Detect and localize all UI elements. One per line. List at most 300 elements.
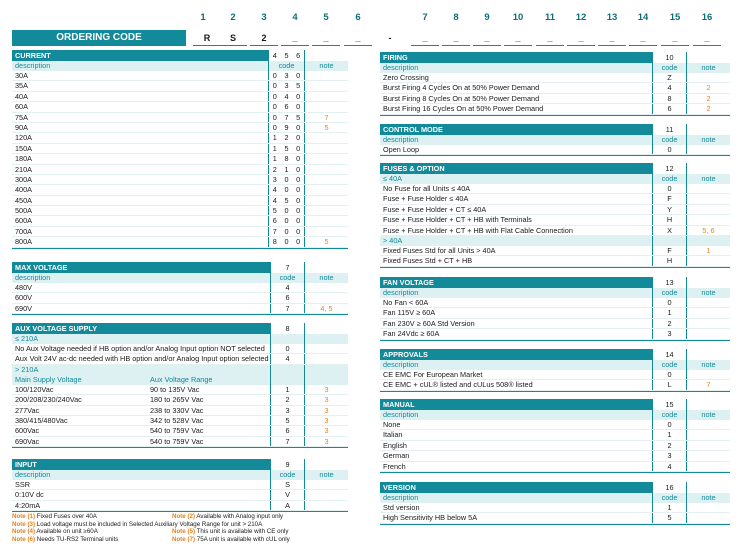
row-code [268, 133, 304, 142]
table-row [12, 206, 348, 216]
code-digit: 8 [284, 154, 289, 164]
row-code [268, 71, 304, 80]
section-title-row [12, 262, 348, 273]
code-digit: 0 [284, 226, 289, 236]
row-code: 8 [652, 94, 686, 103]
code-digit: 4 [272, 185, 277, 195]
current-table [12, 50, 348, 249]
code-cell: _ [536, 30, 564, 46]
code-header: code [652, 360, 686, 370]
table-row [12, 102, 348, 112]
position-number: 10 [652, 52, 686, 63]
row-note [304, 81, 348, 90]
section-title: AUX VOLTAGE SUPPLY [15, 324, 98, 333]
fuses-option-table [380, 163, 730, 268]
main-supply-header: Main Supply Voltage [15, 374, 82, 384]
row-code: 6 [652, 104, 686, 113]
code-cell: _ [281, 30, 309, 46]
row-code [268, 92, 304, 101]
row-description: 75A [15, 112, 28, 122]
row-note [686, 420, 730, 429]
position-digit: 4 [272, 51, 277, 60]
control-mode-table [380, 124, 730, 156]
table-row [12, 501, 348, 511]
row-note [304, 227, 348, 236]
table-row [380, 319, 730, 329]
aux-voltage-range: 238 to 330V Vac [150, 405, 204, 415]
section-title: FAN VOLTAGE [383, 278, 434, 287]
column-header-row [380, 493, 730, 503]
note-label: Note (1) [12, 513, 36, 520]
code-digit: 4 [272, 195, 277, 205]
row-code: 5 [652, 513, 686, 522]
row-description: Fan 24Vdc ≥ 60A [383, 329, 440, 339]
range-label: > 40A [383, 235, 403, 245]
code-digit: 0 [296, 185, 301, 195]
table-row [380, 462, 730, 472]
row-code: 0 [652, 145, 686, 154]
row-code [268, 237, 304, 246]
note-item [172, 528, 288, 536]
aux-voltage-range: 90 to 135V Vac [150, 384, 200, 394]
row-description: Burst Firing 4 Cycles On at 50% Power Demand [383, 83, 540, 93]
aux-voltage-range: 540 to 759V Vac [150, 426, 204, 436]
row-note [304, 185, 348, 194]
note-text: Available on unit ≥60A [35, 528, 98, 536]
table-row [380, 441, 730, 451]
main-supply-voltage: 690Vac [15, 436, 40, 446]
note-spacer [304, 334, 348, 344]
row-note [304, 354, 348, 363]
row-note: 3 [304, 385, 348, 394]
position-number: 12 [575, 12, 587, 23]
table-row [380, 94, 730, 104]
row-note [304, 165, 348, 174]
code-digit: 4 [284, 91, 289, 101]
description-header: description [15, 273, 51, 282]
row-note: 4, 5 [304, 304, 348, 313]
row-description: 120A [15, 133, 33, 143]
column-header-row [12, 273, 348, 283]
row-note: 7 [686, 380, 730, 389]
note-item [172, 513, 283, 521]
note-header: note [686, 410, 730, 420]
table-row [380, 430, 730, 440]
section-title: VERSION [383, 483, 416, 492]
row-note [686, 215, 730, 224]
code-cell: S [219, 30, 247, 46]
table-row [12, 416, 348, 426]
row-code [268, 102, 304, 111]
note-text: Load voltage must be included in Selected Auxiliary Voltage Range for unit > 210A [35, 520, 263, 528]
row-code: 2 [270, 395, 304, 404]
column-header-row [380, 288, 730, 298]
row-code: 4 [652, 83, 686, 92]
code-cell: _ [344, 30, 372, 46]
position-number: 2 [230, 12, 236, 23]
position-number: 7 [422, 12, 428, 23]
position-number: 6 [355, 12, 361, 23]
table-row [380, 370, 730, 380]
row-note [686, 462, 730, 471]
row-description: No Fan < 60A [383, 298, 429, 307]
row-note: 3 [304, 416, 348, 425]
note-header: note [304, 61, 348, 71]
row-code [268, 196, 304, 205]
description-header: description [15, 61, 51, 70]
row-code [268, 113, 304, 122]
section-title-row [380, 349, 730, 360]
table-row [380, 194, 730, 204]
code-digit: 2 [284, 133, 289, 143]
row-description: Zero Crossing [383, 73, 429, 82]
range-header-row [380, 236, 730, 246]
table-row [380, 420, 730, 430]
position-number: 5 [323, 12, 329, 23]
table-row [12, 144, 348, 154]
row-note: 2 [686, 104, 730, 113]
row-code: 2 [652, 441, 686, 450]
note-header: note [686, 360, 730, 370]
row-description: French [383, 461, 406, 471]
aux-voltage-range: 540 to 759V Vac [150, 436, 204, 446]
row-description: CE EMC For European Market [383, 370, 483, 379]
description-header: description [383, 410, 419, 419]
row-note [686, 73, 730, 82]
note-text: Fixed Fuses over 40A [35, 513, 97, 520]
row-code: 3 [652, 451, 686, 460]
code-digit: 0 [272, 81, 277, 91]
row-description: 500A [15, 206, 33, 216]
row-code: 7 [270, 304, 304, 313]
row-description: 0:10V dc [15, 490, 44, 500]
code-digit: 3 [272, 174, 277, 184]
code-cell: _ [629, 30, 657, 46]
row-description: Italian [383, 430, 403, 440]
row-description: Burst Firing 8 Cycles On at 50% Power Demand [383, 93, 540, 103]
range-label: > 210A [15, 364, 39, 374]
row-code: H [652, 256, 686, 265]
row-code: 1 [652, 430, 686, 439]
code-digit: 0 [284, 206, 289, 216]
position-number: 16 [652, 482, 686, 493]
position-number: 13 [606, 12, 618, 23]
note-header: note [686, 174, 730, 184]
row-note [686, 308, 730, 317]
row-description: Fuse + Fuse Holder + CT ≤ 40A [383, 204, 487, 214]
code-header: code [270, 470, 304, 480]
row-description: No Aux Voltage needed if HB option and/or Analog Input option NOT selected [15, 344, 265, 353]
description-header: description [383, 63, 419, 72]
code-digit: 1 [272, 154, 277, 164]
row-code: 0 [270, 344, 304, 353]
row-code: 6 [270, 426, 304, 435]
table-row [12, 480, 348, 490]
note-text: 75A unit is available with cUL only [195, 535, 290, 543]
note-spacer [304, 459, 348, 470]
row-description: English [383, 440, 407, 450]
code-cell: _ [504, 30, 532, 46]
code-cell: 2 [250, 30, 278, 46]
table-row [12, 113, 348, 123]
description-header: description [383, 288, 419, 297]
code-digit: 0 [272, 122, 277, 132]
code-spacer [270, 375, 304, 385]
section-title: INPUT [15, 460, 37, 469]
code-label: code [278, 61, 295, 70]
row-description: 40A [15, 91, 28, 101]
code-digit: 6 [272, 216, 277, 226]
row-description: Fan 115V ≥ 60A [383, 308, 436, 318]
row-note [686, 503, 730, 512]
note-header: note [686, 493, 730, 503]
row-description: Std version [383, 503, 420, 512]
row-note [304, 175, 348, 184]
code-digit: 1 [272, 143, 277, 153]
code-digit: 7 [284, 112, 289, 122]
code-digit: 0 [296, 122, 301, 132]
note-header: note [686, 288, 730, 298]
note-header: note [686, 135, 730, 145]
table-row [12, 133, 348, 143]
code-digit: 0 [296, 206, 301, 216]
row-note: 2 [686, 94, 730, 103]
main-supply-voltage: 100/120Vac [15, 384, 54, 394]
code-cell: _ [411, 30, 439, 46]
position-number: 3 [261, 12, 267, 23]
code-digit: 6 [284, 102, 289, 112]
row-note [686, 319, 730, 328]
row-description: German [383, 451, 410, 461]
code-digit: 5 [296, 81, 301, 91]
row-description: 90A [15, 122, 28, 132]
table-row [380, 380, 730, 390]
table-row [380, 83, 730, 93]
position-number: 16 [701, 12, 713, 23]
table-row [12, 92, 348, 102]
code-cell: _ [442, 30, 470, 46]
code-digit: 8 [272, 237, 277, 247]
row-note [304, 501, 348, 510]
position-number: 13 [652, 277, 686, 288]
position-number: 15 [652, 399, 686, 410]
code-cell: - [388, 33, 392, 43]
row-description: 60A [15, 102, 28, 112]
row-description: 700A [15, 226, 33, 236]
row-code [268, 206, 304, 215]
note-text: Needs TU-RS2 Terminal units [35, 535, 119, 543]
aux-voltage-range: 180 to 265V Vac [150, 395, 204, 405]
code-digit: 0 [296, 195, 301, 205]
row-note [686, 513, 730, 522]
row-code [268, 175, 304, 184]
description-header: description [15, 470, 51, 479]
code-spacer [652, 236, 686, 246]
row-note [686, 451, 730, 460]
row-note: 3 [304, 426, 348, 435]
row-note: 3 [304, 395, 348, 404]
row-note: 2 [686, 83, 730, 92]
section-title-row [12, 50, 348, 61]
table-row [380, 308, 730, 318]
note-spacer [304, 262, 348, 273]
note-label: Note (4) [12, 528, 36, 536]
ordering-code-title: ORDERING CODE [12, 30, 186, 46]
row-code: 0 [652, 370, 686, 379]
row-note [686, 194, 730, 203]
code-spacer [270, 365, 304, 375]
note-header: note [686, 63, 730, 73]
note-label: Note (6) [12, 535, 36, 543]
row-note [304, 293, 348, 302]
range-header-row [12, 365, 348, 375]
row-note [304, 154, 348, 163]
input-table [12, 459, 348, 512]
row-note [686, 256, 730, 265]
main-supply-voltage: 200/208/230/240Vac [15, 395, 82, 405]
section-title-row [12, 323, 348, 334]
note-spacer [686, 399, 730, 410]
row-code: 1 [270, 385, 304, 394]
table-row [380, 451, 730, 461]
range-header-row [380, 174, 730, 184]
position-number: 15 [669, 12, 681, 23]
row-code: X [652, 226, 686, 235]
row-note: 3 [304, 437, 348, 446]
table-row [12, 344, 348, 354]
aux-voltage-range: 342 to 528V Vac [150, 415, 204, 425]
note-spacer [304, 365, 348, 375]
column-header-row [380, 360, 730, 370]
note-spacer [686, 349, 730, 360]
row-description: Aux Volt 24V ac-dc needed with HB option and/or Analog Input option selected [15, 354, 269, 364]
section-title-row [380, 277, 730, 288]
row-note [304, 480, 348, 489]
code-digit: 3 [284, 81, 289, 91]
table-row [380, 205, 730, 215]
code-digit: 0 [296, 102, 301, 112]
row-code: 0 [652, 420, 686, 429]
section-title: APPROVALS [383, 350, 428, 359]
row-note [686, 205, 730, 214]
row-note: 3 [304, 406, 348, 415]
row-description: Fuse + Fuse Holder + CT + HB with Terminals [383, 215, 532, 225]
column-header-row [380, 135, 730, 145]
table-row [12, 304, 348, 314]
table-row [12, 283, 348, 293]
row-code: S [270, 480, 304, 489]
table-row [12, 227, 348, 237]
description-header: description [383, 135, 419, 144]
code-cell: _ [567, 30, 595, 46]
code-digit: 0 [296, 226, 301, 236]
row-note [304, 490, 348, 499]
row-note: 7 [304, 113, 348, 122]
row-code: 3 [652, 329, 686, 338]
row-code: V [270, 490, 304, 499]
position-number: 14 [637, 12, 649, 23]
note-label: Note (7) [172, 535, 196, 543]
row-description: 150A [15, 143, 33, 153]
column-header-row [12, 61, 348, 71]
code-digit: 0 [296, 71, 301, 80]
row-note [304, 206, 348, 215]
table-row [12, 81, 348, 91]
row-description: 300A [15, 174, 33, 184]
max-voltage-table [12, 262, 348, 315]
row-description: No Fuse for all Units ≤ 40A [383, 184, 471, 193]
code-cell: _ [661, 30, 689, 46]
row-note [304, 102, 348, 111]
code-digit: 0 [272, 102, 277, 112]
note-spacer [304, 50, 348, 61]
row-description: 30A [15, 71, 28, 80]
note-text: This unit is available with CE only [195, 528, 289, 536]
table-row [380, 513, 730, 523]
note-header: note [304, 273, 348, 283]
row-description: 690V [15, 303, 33, 313]
position-number: 14 [652, 349, 686, 360]
code-digit: 0 [296, 216, 301, 226]
row-description: CE EMC + cUL® listed and cULus 508® listed [383, 380, 533, 390]
row-code: L [652, 380, 686, 389]
code-spacer [270, 334, 304, 344]
position-digit: 6 [296, 51, 301, 60]
position-number: 11 [544, 12, 556, 23]
row-code: 0 [652, 298, 686, 307]
table-row [12, 406, 348, 416]
note-item [12, 513, 172, 521]
version-table [380, 482, 730, 525]
row-code: 4 [270, 354, 304, 363]
code-digit: 9 [284, 122, 289, 132]
table-row [380, 226, 730, 236]
table-row [380, 503, 730, 513]
table-row [12, 175, 348, 185]
position-digit: 5 [284, 51, 289, 60]
row-note [304, 133, 348, 142]
row-note [304, 216, 348, 225]
code-digit: 1 [284, 164, 289, 174]
range-label: ≤ 40A [383, 174, 403, 183]
row-description: None [383, 420, 401, 429]
code-digit: 0 [296, 143, 301, 153]
row-description: 480V [15, 283, 33, 292]
table-row [12, 385, 348, 395]
row-code: 2 [652, 319, 686, 328]
row-code: 7 [270, 437, 304, 446]
row-description: 800A [15, 237, 33, 247]
code-digit: 5 [284, 195, 289, 205]
code-header: code [652, 410, 686, 420]
note-text: Available with Analog input only [195, 513, 283, 520]
row-description: 180A [15, 154, 33, 164]
code-cell: _ [598, 30, 626, 46]
firing-table [380, 52, 730, 116]
position-number: 4 [292, 12, 298, 23]
table-row [12, 165, 348, 175]
code-digit: 3 [284, 71, 289, 80]
row-description: SSR [15, 480, 31, 489]
code-digit: 1 [272, 133, 277, 143]
column-header-row [380, 410, 730, 420]
table-row [380, 215, 730, 225]
code-digit: 0 [272, 112, 277, 122]
code-header: code [652, 493, 686, 503]
position-number: 7 [270, 262, 304, 273]
row-note: 1 [686, 246, 730, 255]
section-title-row [380, 52, 730, 63]
